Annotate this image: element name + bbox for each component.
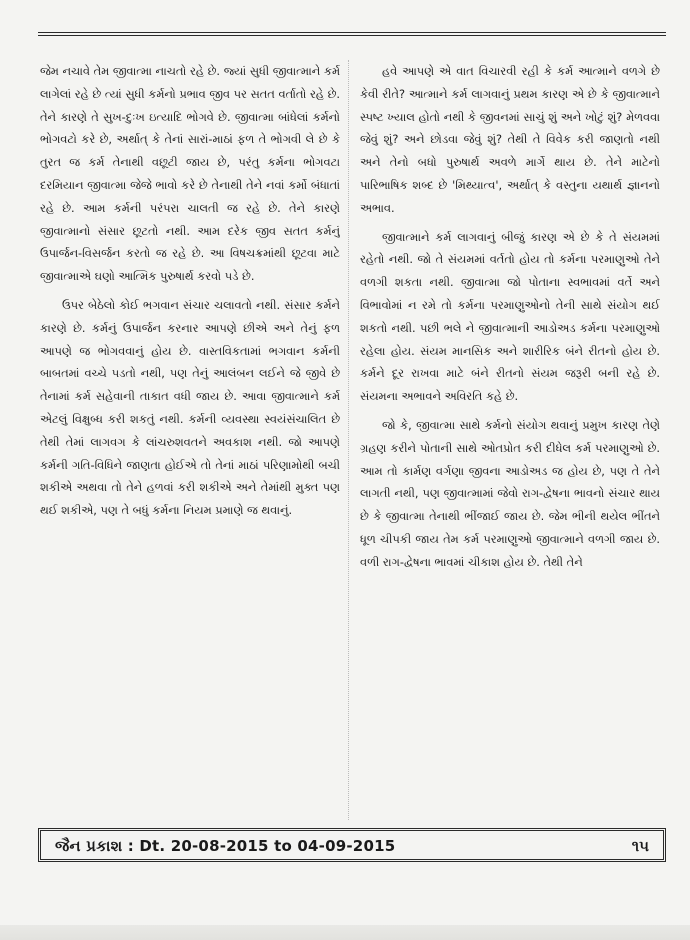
left-paragraph-2: ઉપર બેઠેલો કોઈ ભગવાન સંચાર ચલાવતો નથી. સંસાર કર્મને કારણે છે. કર્મનું ઉપાર્જન કરનાર આપણે છીએ અને તેનું ફળ આપણે જ ભોગવવાનું હોય છે. વાસ્તવિકતામાં ભગવાન કર્મની બાબતમાં વચ્ચે પડતો નથી, પણ તેનું આલંબન લઈને જે જીવે છે તેનામાં કર્મ સહેવાની તાકાત વધી જાય છે. આવા જીવાત્માને કર્મ એટલું વિક્ષુબ્ધ કરી શકતું નથી. કર્મની વ્યવસ્થા સ્વયંસંચાલિત છે તેથી તેમાં લાગવગ કે લાંચરુશવતને અવકાશ નથી. જો આપણે કર્મની ગતિ-વિધિને જાણતા હોઈએ તો તેનાં માઠાં પરિણામોથી બચી શકીએ અથવા તો તેને હળવાં કરી શકીએ અને તેમાંથી મુક્ત પણ થઈ શકીએ, પણ તે બધું કર્મના નિયમ પ્રમાણે જ થવાનું. bbox=[40, 297, 340, 518]
column-gutter bbox=[348, 60, 349, 820]
page-bottom-edge bbox=[0, 925, 690, 940]
right-paragraph-2: જીવાત્માને કર્મ લાગવાનું બીજું કારણ એ છે કે તે સંયમમાં રહેતો નથી. જો તે સંયમમાં વર્તતો હોય તો કર્મના પરમાણુઓ તેને વળગી શકતા નથી. જીવાત્મા જો પોતાના સ્વભાવમાં વર્તે અને વિભાવોમાં ન રમે તો કર્મના પરમાણુઓનો તેની સાથે સંયોગ થઈ શકતો નથી. પછી ભલે ને જીવાત્માની આડોઅડ કર્મના પરમાણુઓ રહેલા હોય. સંયમ માનસિક અને શારીરિક બંને રીતનો હોય છે. કર્મને દૂર રાખવા માટે બંને રીતનો સંયમ જરૂરી બની રહે છે. સંયમના અભાવને અવિરતિ કહે છે. bbox=[360, 229, 660, 404]
left-column bbox=[40, 60, 340, 820]
right-paragraph-3: જો કે, જીવાત્મા સાથે કર્મનો સંયોગ થવાનું પ્રમુખ કારણ તેણે ગ્રહણ કરીને પોતાની સાથે ઓતપ્રોત કરી દીધેલ કર્મ પરમાણુઓ છે. આમ તો કાર્મણ વર્ગણા જીવના આડોઅડ જ હોય છે, પણ તે તેને લાગતી નથી, પણ જીવાત્મામાં જેવો રાગ-દ્વેષના ભાવનો સંચાર થાય છે કે જીવાત્મા તેનાથી ભીંજાઈ જાય છે. જેમ ભીની થયેલ ભીંતને ધૂળ ચીપકી જાય તેમ કર્મ પરમાણુઓ જીવાત્માને વળગી જાય છે. વળી રાગ-દ્વેષના ભાવમાં ચીકાશ હોય છે. તેથી તેને bbox=[360, 417, 660, 569]
footer-bar bbox=[38, 828, 666, 862]
right-paragraph-1: હવે આપણે એ વાત વિચારવી રહી કે કર્મ આત્માને વળગે છે કેવી રીતે? આત્માને કર્મ લાગવાનું પ્રથમ કારણ એ છે કે જીવાત્માને સ્પષ્ટ ખ્યાલ હોતો નથી કે જીવનમાં સાચું શું અને ખોટું શું? મેળવવા જેવું શું? અને છોડવા જેવું શું? તેથી તે વિવેક કરી જાણતો નથી અને તેનો બધો પુરુષાર્થ અવળે માર્ગે થાય છે. તેને માટેનો પારિભાષિક શબ્દ છે 'મિથ્યાત્વ', અર્થાત્ કે વસ્તુના યથાર્થ જ્ઞાનનો અભાવ. bbox=[360, 64, 660, 215]
top-rule bbox=[38, 32, 666, 36]
left-paragraph-1: જેમ નચાવે તેમ જીવાત્મા નાચતો રહે છે. જ્યાં સુધી જીવાત્માને કર્મ લાગેલાં રહે છે ત્યાં સુધી કર્મનો પ્રભાવ જીવ પર સતત વર્તાતો રહે છે. તેને કારણે તે સુખ-દુઃખ ઇત્યાદિ ભોગવે છે. જીવાત્મા બાંધેલાં કર્મનો ભોગવટો કરે છે, અર્થાત્ કે તેનાં સારાં-માઠાં ફળ તે ભોગવી લે છે કે તુરત જ કર્મ તેનાથી વછૂટી જાય છે, પરંતુ કર્મના ભોગવટા દરમિયાન જીવાત્મા જેજે ભાવો કરે છે તેનાથી તેને નવાં કર્મો બંધાતાં રહે છે. આમ કર્મની પરંપરા ચાલતી જ રહે છે. તેને કારણે જીવાત્માનો સંસાર છૂટતો નથી. આમ દરેક જીવ સતત કર્મનું ઉપાર્જન-વિસર્જન કરતો જ રહે છે. આ વિષચક્રમાંથી છૂટવા માટે જીવાત્માએ ઘણો આત્મિક પુરુષાર્થ કરવો પડે છે. bbox=[40, 64, 340, 284]
publication-title: જૈન પ્રકાશ : Dt. 20-08-2015 to 04-09-2015 bbox=[55, 837, 396, 855]
page-number: ૧૫ bbox=[631, 837, 649, 855]
right-column bbox=[360, 60, 660, 820]
